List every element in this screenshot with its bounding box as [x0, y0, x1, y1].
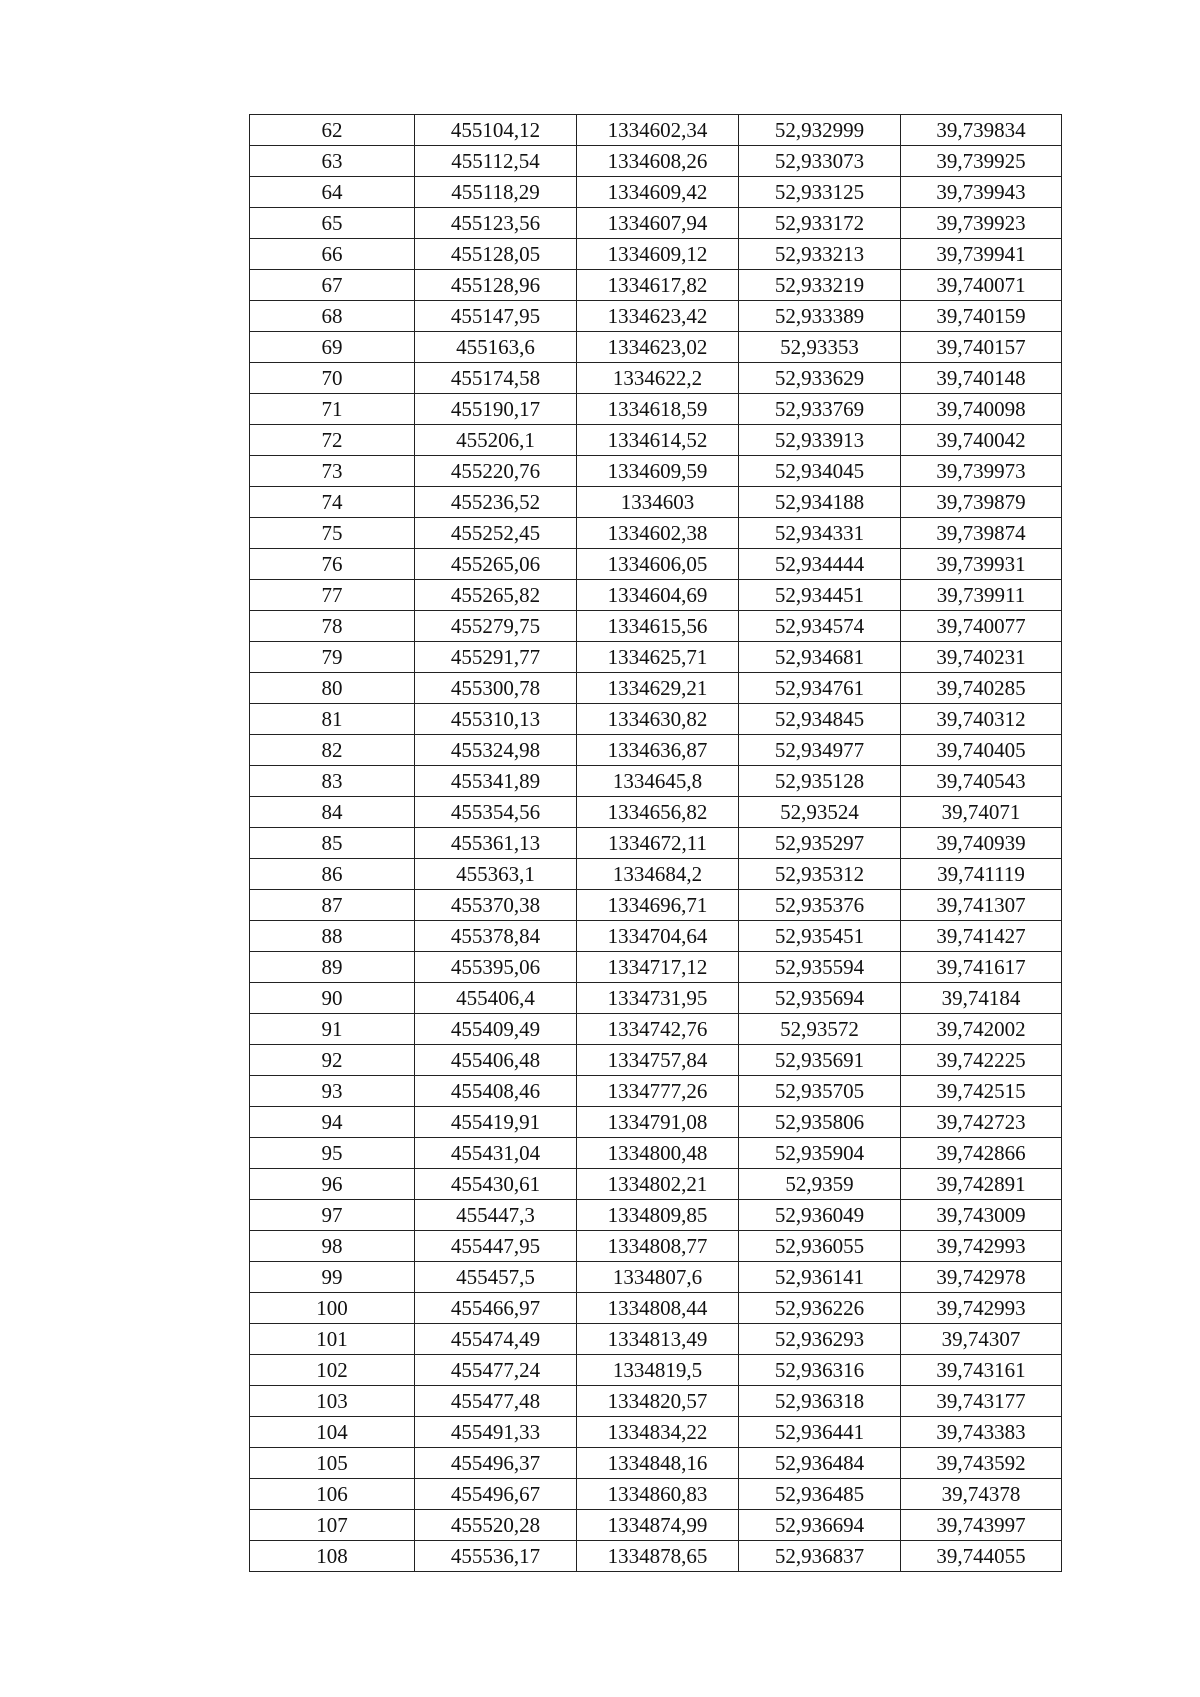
table-row [250, 1355, 1062, 1386]
x-coordinate-cell: 455104,12 [415, 115, 577, 146]
y-coordinate-cell: 1334609,12 [577, 239, 739, 270]
latitude-cell: 52,933213 [739, 239, 901, 270]
x-coordinate-cell: 455536,17 [415, 1541, 577, 1572]
point-number-cell: 78 [250, 611, 415, 642]
y-coordinate-cell: 1334704,64 [577, 921, 739, 952]
y-coordinate-cell: 1334636,87 [577, 735, 739, 766]
latitude-cell: 52,933913 [739, 425, 901, 456]
point-number-cell: 99 [250, 1262, 415, 1293]
y-coordinate-cell: 1334618,59 [577, 394, 739, 425]
longitude-cell: 39,742225 [901, 1045, 1062, 1076]
table-row [250, 642, 1062, 673]
point-number-cell: 94 [250, 1107, 415, 1138]
latitude-cell: 52,933073 [739, 146, 901, 177]
latitude-cell: 52,936049 [739, 1200, 901, 1231]
table-row [250, 921, 1062, 952]
point-number-cell: 95 [250, 1138, 415, 1169]
table-row [250, 1510, 1062, 1541]
x-coordinate-cell: 455474,49 [415, 1324, 577, 1355]
x-coordinate-cell: 455406,4 [415, 983, 577, 1014]
x-coordinate-cell: 455395,06 [415, 952, 577, 983]
y-coordinate-cell: 1334731,95 [577, 983, 739, 1014]
longitude-cell: 39,740285 [901, 673, 1062, 704]
x-coordinate-cell: 455220,76 [415, 456, 577, 487]
longitude-cell: 39,739879 [901, 487, 1062, 518]
latitude-cell: 52,935312 [739, 859, 901, 890]
latitude-cell: 52,934045 [739, 456, 901, 487]
x-coordinate-cell: 455370,38 [415, 890, 577, 921]
longitude-cell: 39,74071 [901, 797, 1062, 828]
longitude-cell: 39,741119 [901, 859, 1062, 890]
y-coordinate-cell: 1334834,22 [577, 1417, 739, 1448]
x-coordinate-cell: 455409,49 [415, 1014, 577, 1045]
table-row [250, 890, 1062, 921]
point-number-cell: 64 [250, 177, 415, 208]
longitude-cell: 39,742891 [901, 1169, 1062, 1200]
table-row [250, 1076, 1062, 1107]
point-number-cell: 69 [250, 332, 415, 363]
table-row [250, 766, 1062, 797]
table-row [250, 1169, 1062, 1200]
longitude-cell: 39,741307 [901, 890, 1062, 921]
x-coordinate-cell: 455118,29 [415, 177, 577, 208]
y-coordinate-cell: 1334808,44 [577, 1293, 739, 1324]
x-coordinate-cell: 455236,52 [415, 487, 577, 518]
y-coordinate-cell: 1334606,05 [577, 549, 739, 580]
x-coordinate-cell: 455252,45 [415, 518, 577, 549]
x-coordinate-cell: 455363,1 [415, 859, 577, 890]
y-coordinate-cell: 1334874,99 [577, 1510, 739, 1541]
table-row [250, 1448, 1062, 1479]
latitude-cell: 52,935297 [739, 828, 901, 859]
y-coordinate-cell: 1334617,82 [577, 270, 739, 301]
y-coordinate-cell: 1334608,26 [577, 146, 739, 177]
y-coordinate-cell: 1334645,8 [577, 766, 739, 797]
y-coordinate-cell: 1334757,84 [577, 1045, 739, 1076]
table-row [250, 1541, 1062, 1572]
longitude-cell: 39,740312 [901, 704, 1062, 735]
latitude-cell: 52,933389 [739, 301, 901, 332]
y-coordinate-cell: 1334809,85 [577, 1200, 739, 1231]
y-coordinate-cell: 1334791,08 [577, 1107, 739, 1138]
table-row [250, 239, 1062, 270]
longitude-cell: 39,740148 [901, 363, 1062, 394]
longitude-cell: 39,74307 [901, 1324, 1062, 1355]
y-coordinate-cell: 1334813,49 [577, 1324, 739, 1355]
longitude-cell: 39,739923 [901, 208, 1062, 239]
longitude-cell: 39,740231 [901, 642, 1062, 673]
y-coordinate-cell: 1334684,2 [577, 859, 739, 890]
longitude-cell: 39,74184 [901, 983, 1062, 1014]
table-row [250, 1138, 1062, 1169]
x-coordinate-cell: 455496,67 [415, 1479, 577, 1510]
y-coordinate-cell: 1334807,6 [577, 1262, 739, 1293]
latitude-cell: 52,936226 [739, 1293, 901, 1324]
table-row [250, 1014, 1062, 1045]
y-coordinate-cell: 1334672,11 [577, 828, 739, 859]
latitude-cell: 52,934331 [739, 518, 901, 549]
y-coordinate-cell: 1334848,16 [577, 1448, 739, 1479]
latitude-cell: 52,936441 [739, 1417, 901, 1448]
x-coordinate-cell: 455354,56 [415, 797, 577, 828]
point-number-cell: 82 [250, 735, 415, 766]
point-number-cell: 74 [250, 487, 415, 518]
y-coordinate-cell: 1334742,76 [577, 1014, 739, 1045]
point-number-cell: 88 [250, 921, 415, 952]
latitude-cell: 52,933629 [739, 363, 901, 394]
longitude-cell: 39,739834 [901, 115, 1062, 146]
x-coordinate-cell: 455477,48 [415, 1386, 577, 1417]
x-coordinate-cell: 455477,24 [415, 1355, 577, 1386]
latitude-cell: 52,93572 [739, 1014, 901, 1045]
point-number-cell: 93 [250, 1076, 415, 1107]
longitude-cell: 39,739941 [901, 239, 1062, 270]
point-number-cell: 72 [250, 425, 415, 456]
table-row [250, 487, 1062, 518]
latitude-cell: 52,933125 [739, 177, 901, 208]
table-row [250, 1262, 1062, 1293]
y-coordinate-cell: 1334656,82 [577, 797, 739, 828]
x-coordinate-cell: 455447,3 [415, 1200, 577, 1231]
table-row [250, 518, 1062, 549]
latitude-cell: 52,935691 [739, 1045, 901, 1076]
x-coordinate-cell: 455341,89 [415, 766, 577, 797]
longitude-cell: 39,743177 [901, 1386, 1062, 1417]
point-number-cell: 68 [250, 301, 415, 332]
x-coordinate-cell: 455419,91 [415, 1107, 577, 1138]
point-number-cell: 84 [250, 797, 415, 828]
longitude-cell: 39,742993 [901, 1293, 1062, 1324]
latitude-cell: 52,933769 [739, 394, 901, 425]
point-number-cell: 62 [250, 115, 415, 146]
latitude-cell: 52,936055 [739, 1231, 901, 1262]
x-coordinate-cell: 455300,78 [415, 673, 577, 704]
x-coordinate-cell: 455128,05 [415, 239, 577, 270]
table-row [250, 673, 1062, 704]
table-row [250, 952, 1062, 983]
latitude-cell: 52,934977 [739, 735, 901, 766]
longitude-cell: 39,739973 [901, 456, 1062, 487]
latitude-cell: 52,935904 [739, 1138, 901, 1169]
x-coordinate-cell: 455520,28 [415, 1510, 577, 1541]
y-coordinate-cell: 1334820,57 [577, 1386, 739, 1417]
table-row [250, 456, 1062, 487]
y-coordinate-cell: 1334878,65 [577, 1541, 739, 1572]
y-coordinate-cell: 1334623,42 [577, 301, 739, 332]
longitude-cell: 39,743997 [901, 1510, 1062, 1541]
longitude-cell: 39,743161 [901, 1355, 1062, 1386]
point-number-cell: 90 [250, 983, 415, 1014]
y-coordinate-cell: 1334603 [577, 487, 739, 518]
table-row [250, 301, 1062, 332]
x-coordinate-cell: 455361,13 [415, 828, 577, 859]
table-row [250, 177, 1062, 208]
longitude-cell: 39,742866 [901, 1138, 1062, 1169]
point-number-cell: 106 [250, 1479, 415, 1510]
x-coordinate-cell: 455496,37 [415, 1448, 577, 1479]
latitude-cell: 52,934681 [739, 642, 901, 673]
y-coordinate-cell: 1334860,83 [577, 1479, 739, 1510]
table-row [250, 1045, 1062, 1076]
latitude-cell: 52,936484 [739, 1448, 901, 1479]
latitude-cell: 52,93524 [739, 797, 901, 828]
table-row [250, 115, 1062, 146]
latitude-cell: 52,936837 [739, 1541, 901, 1572]
longitude-cell: 39,739911 [901, 580, 1062, 611]
table-row [250, 425, 1062, 456]
latitude-cell: 52,935376 [739, 890, 901, 921]
point-number-cell: 85 [250, 828, 415, 859]
y-coordinate-cell: 1334696,71 [577, 890, 739, 921]
table-row [250, 1386, 1062, 1417]
x-coordinate-cell: 455112,54 [415, 146, 577, 177]
x-coordinate-cell: 455408,46 [415, 1076, 577, 1107]
x-coordinate-cell: 455310,13 [415, 704, 577, 735]
x-coordinate-cell: 455147,95 [415, 301, 577, 332]
point-number-cell: 102 [250, 1355, 415, 1386]
point-number-cell: 71 [250, 394, 415, 425]
y-coordinate-cell: 1334800,48 [577, 1138, 739, 1169]
table-row [250, 983, 1062, 1014]
point-number-cell: 103 [250, 1386, 415, 1417]
longitude-cell: 39,742515 [901, 1076, 1062, 1107]
table-row [250, 1417, 1062, 1448]
y-coordinate-cell: 1334629,21 [577, 673, 739, 704]
x-coordinate-cell: 455466,97 [415, 1293, 577, 1324]
table-row [250, 611, 1062, 642]
point-number-cell: 89 [250, 952, 415, 983]
point-number-cell: 65 [250, 208, 415, 239]
point-number-cell: 98 [250, 1231, 415, 1262]
point-number-cell: 73 [250, 456, 415, 487]
table-row [250, 332, 1062, 363]
x-coordinate-cell: 455128,96 [415, 270, 577, 301]
point-number-cell: 86 [250, 859, 415, 890]
latitude-cell: 52,934761 [739, 673, 901, 704]
point-number-cell: 83 [250, 766, 415, 797]
table-row [250, 704, 1062, 735]
table-row [250, 735, 1062, 766]
point-number-cell: 97 [250, 1200, 415, 1231]
longitude-cell: 39,741617 [901, 952, 1062, 983]
table-row [250, 580, 1062, 611]
latitude-cell: 52,934845 [739, 704, 901, 735]
latitude-cell: 52,935594 [739, 952, 901, 983]
latitude-cell: 52,9359 [739, 1169, 901, 1200]
x-coordinate-cell: 455457,5 [415, 1262, 577, 1293]
y-coordinate-cell: 1334607,94 [577, 208, 739, 239]
longitude-cell: 39,740071 [901, 270, 1062, 301]
latitude-cell: 52,934574 [739, 611, 901, 642]
x-coordinate-cell: 455431,04 [415, 1138, 577, 1169]
longitude-cell: 39,740405 [901, 735, 1062, 766]
longitude-cell: 39,739874 [901, 518, 1062, 549]
latitude-cell: 52,935128 [739, 766, 901, 797]
table-row [250, 797, 1062, 828]
table-row [250, 1107, 1062, 1138]
y-coordinate-cell: 1334717,12 [577, 952, 739, 983]
longitude-cell: 39,743383 [901, 1417, 1062, 1448]
x-coordinate-cell: 455174,58 [415, 363, 577, 394]
point-number-cell: 92 [250, 1045, 415, 1076]
x-coordinate-cell: 455190,17 [415, 394, 577, 425]
x-coordinate-cell: 455279,75 [415, 611, 577, 642]
x-coordinate-cell: 455447,95 [415, 1231, 577, 1262]
latitude-cell: 52,935806 [739, 1107, 901, 1138]
longitude-cell: 39,740042 [901, 425, 1062, 456]
table-row [250, 270, 1062, 301]
y-coordinate-cell: 1334802,21 [577, 1169, 739, 1200]
table-row [250, 549, 1062, 580]
table-row [250, 208, 1062, 239]
longitude-cell: 39,742978 [901, 1262, 1062, 1293]
longitude-cell: 39,739943 [901, 177, 1062, 208]
latitude-cell: 52,936318 [739, 1386, 901, 1417]
coordinates-table-body [250, 115, 1062, 1572]
y-coordinate-cell: 1334609,59 [577, 456, 739, 487]
latitude-cell: 52,935694 [739, 983, 901, 1014]
longitude-cell: 39,74378 [901, 1479, 1062, 1510]
y-coordinate-cell: 1334609,42 [577, 177, 739, 208]
table-row [250, 828, 1062, 859]
point-number-cell: 80 [250, 673, 415, 704]
table-row [250, 1200, 1062, 1231]
point-number-cell: 87 [250, 890, 415, 921]
y-coordinate-cell: 1334614,52 [577, 425, 739, 456]
x-coordinate-cell: 455378,84 [415, 921, 577, 952]
longitude-cell: 39,739925 [901, 146, 1062, 177]
latitude-cell: 52,934188 [739, 487, 901, 518]
point-number-cell: 77 [250, 580, 415, 611]
latitude-cell: 52,936694 [739, 1510, 901, 1541]
x-coordinate-cell: 455265,82 [415, 580, 577, 611]
y-coordinate-cell: 1334604,69 [577, 580, 739, 611]
latitude-cell: 52,936293 [739, 1324, 901, 1355]
y-coordinate-cell: 1334808,77 [577, 1231, 739, 1262]
latitude-cell: 52,936141 [739, 1262, 901, 1293]
y-coordinate-cell: 1334615,56 [577, 611, 739, 642]
point-number-cell: 91 [250, 1014, 415, 1045]
longitude-cell: 39,743592 [901, 1448, 1062, 1479]
y-coordinate-cell: 1334777,26 [577, 1076, 739, 1107]
latitude-cell: 52,936485 [739, 1479, 901, 1510]
coordinates-table [249, 114, 1062, 1572]
x-coordinate-cell: 455265,06 [415, 549, 577, 580]
table-row [250, 1324, 1062, 1355]
latitude-cell: 52,936316 [739, 1355, 901, 1386]
longitude-cell: 39,744055 [901, 1541, 1062, 1572]
point-number-cell: 63 [250, 146, 415, 177]
point-number-cell: 108 [250, 1541, 415, 1572]
latitude-cell: 52,935705 [739, 1076, 901, 1107]
longitude-cell: 39,740098 [901, 394, 1062, 425]
point-number-cell: 66 [250, 239, 415, 270]
latitude-cell: 52,933172 [739, 208, 901, 239]
x-coordinate-cell: 455206,1 [415, 425, 577, 456]
point-number-cell: 70 [250, 363, 415, 394]
table-row [250, 1231, 1062, 1262]
table-row [250, 394, 1062, 425]
longitude-cell: 39,740543 [901, 766, 1062, 797]
point-number-cell: 75 [250, 518, 415, 549]
x-coordinate-cell: 455291,77 [415, 642, 577, 673]
longitude-cell: 39,740157 [901, 332, 1062, 363]
y-coordinate-cell: 1334630,82 [577, 704, 739, 735]
point-number-cell: 76 [250, 549, 415, 580]
y-coordinate-cell: 1334602,38 [577, 518, 739, 549]
longitude-cell: 39,739931 [901, 549, 1062, 580]
latitude-cell: 52,935451 [739, 921, 901, 952]
longitude-cell: 39,742993 [901, 1231, 1062, 1262]
y-coordinate-cell: 1334819,5 [577, 1355, 739, 1386]
x-coordinate-cell: 455324,98 [415, 735, 577, 766]
table-row [250, 859, 1062, 890]
point-number-cell: 67 [250, 270, 415, 301]
y-coordinate-cell: 1334625,71 [577, 642, 739, 673]
longitude-cell: 39,740159 [901, 301, 1062, 332]
latitude-cell: 52,934451 [739, 580, 901, 611]
longitude-cell: 39,742002 [901, 1014, 1062, 1045]
point-number-cell: 107 [250, 1510, 415, 1541]
point-number-cell: 104 [250, 1417, 415, 1448]
longitude-cell: 39,743009 [901, 1200, 1062, 1231]
x-coordinate-cell: 455123,56 [415, 208, 577, 239]
point-number-cell: 105 [250, 1448, 415, 1479]
table-row [250, 1479, 1062, 1510]
table-row [250, 146, 1062, 177]
latitude-cell: 52,934444 [739, 549, 901, 580]
x-coordinate-cell: 455430,61 [415, 1169, 577, 1200]
longitude-cell: 39,740939 [901, 828, 1062, 859]
point-number-cell: 101 [250, 1324, 415, 1355]
x-coordinate-cell: 455491,33 [415, 1417, 577, 1448]
table-row [250, 1293, 1062, 1324]
longitude-cell: 39,741427 [901, 921, 1062, 952]
point-number-cell: 96 [250, 1169, 415, 1200]
point-number-cell: 81 [250, 704, 415, 735]
longitude-cell: 39,742723 [901, 1107, 1062, 1138]
x-coordinate-cell: 455406,48 [415, 1045, 577, 1076]
latitude-cell: 52,93353 [739, 332, 901, 363]
longitude-cell: 39,740077 [901, 611, 1062, 642]
latitude-cell: 52,933219 [739, 270, 901, 301]
latitude-cell: 52,932999 [739, 115, 901, 146]
y-coordinate-cell: 1334602,34 [577, 115, 739, 146]
table-row [250, 363, 1062, 394]
point-number-cell: 100 [250, 1293, 415, 1324]
point-number-cell: 79 [250, 642, 415, 673]
y-coordinate-cell: 1334622,2 [577, 363, 739, 394]
x-coordinate-cell: 455163,6 [415, 332, 577, 363]
y-coordinate-cell: 1334623,02 [577, 332, 739, 363]
